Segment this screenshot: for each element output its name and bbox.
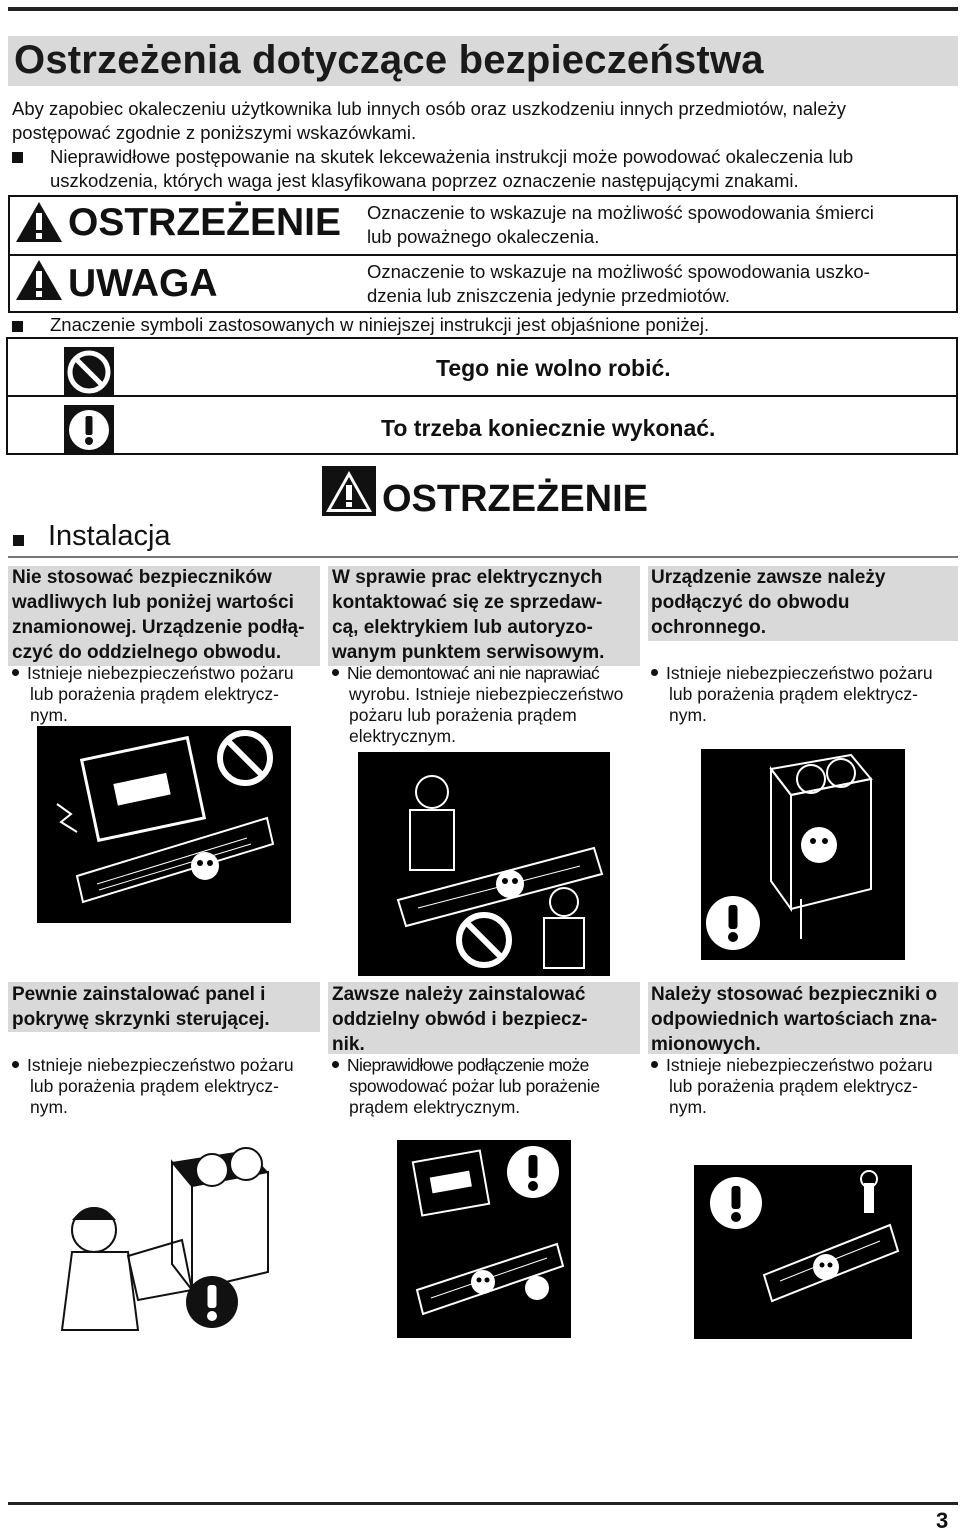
signal-label-caution: UWAGA — [68, 262, 218, 305]
bullet-text: Nieprawidłowe postępowanie na skutek lekceważenia instrukcji może powodować okaleczenia lub — [50, 146, 854, 167]
table-divider — [6, 395, 958, 397]
symbols-intro: Znaczenie symboli zastosowanych w niniejszej instrukcji jest objaśnione poniżej. — [50, 314, 710, 335]
illustration-service — [358, 752, 610, 976]
warning-triangle-icon — [322, 466, 376, 521]
item-text: Nieprawidłowe podłączenie może spowodować pożar lub porażenie prądem elektrycznym. — [332, 1055, 600, 1118]
symbol-meaning: Tego nie wolno robić. — [436, 355, 671, 381]
mandatory-action-icon — [708, 1175, 764, 1231]
item-heading: Nie stosować bezpieczników wadliwych lub poniżej wartości znamionowej. Urządzenie podłą- czyć do oddzielnego obwodu. — [12, 567, 305, 663]
section-rule — [8, 556, 958, 558]
item-heading: Urządzenie zawsze należy podłączyć do obwodu ochronnego. — [651, 567, 886, 638]
prohibition-icon — [215, 728, 275, 788]
signal-desc: Oznaczenie to wskazuje na możliwość spowodowania uszko- — [367, 261, 870, 282]
box-divider — [8, 254, 958, 256]
mandatory-action-icon — [64, 405, 114, 460]
item-text: Istnieje niebezpieczeństwo pożaru lub porażenia prądem elektrycz- nym. — [651, 663, 933, 726]
signal-desc: lub poważnego okaleczenia. — [367, 226, 600, 247]
illustration-ground — [701, 749, 905, 960]
mandatory-action-icon — [703, 893, 763, 953]
warning-heading: OSTRZEŻENIE — [382, 478, 649, 520]
prohibition-icon — [64, 347, 114, 402]
item-heading: Należy stosować bezpieczniki o odpowiednich wartościach zna- mionowych. — [651, 984, 938, 1055]
item-heading: W sprawie prac elektrycznych kontaktować się ze sprzedaw- cą, elektrykiem lub autoryzo- wanym punktem serwisowym. — [332, 567, 605, 663]
warning-triangle-icon — [14, 258, 64, 307]
bullet-text: uszkodzenia, których waga jest klasyfikowana poprzez oznaczenie następującymi znakami. — [50, 170, 799, 191]
mandatory-action-icon — [505, 1144, 561, 1200]
top-rule — [8, 7, 958, 11]
page-number: 3 — [936, 1508, 949, 1533]
illustration-circuit — [397, 1140, 571, 1338]
intro-text — [12, 97, 952, 145]
signal-desc: Oznaczenie to wskazuje na możliwość spowodowania śmierci — [367, 202, 874, 223]
bullet-square — [12, 319, 23, 337]
intro-line: postępować zgodnie z poniższymi wskazówkami. — [12, 122, 417, 143]
bottom-rule — [8, 1502, 958, 1505]
illustration-fuse-rating — [694, 1165, 912, 1339]
prohibition-icon — [454, 910, 514, 970]
item-text: Nie demontować ani nie naprawiać wyrobu. Istnieje niebezpieczeństwo pożaru lub porażenia prądem elektrycznym. — [332, 663, 623, 747]
illustration-panel — [42, 1140, 288, 1340]
page-title: Ostrzeżenia dotyczące bezpieczeństwa — [14, 38, 764, 82]
illustration-fuse — [37, 726, 291, 923]
warning-triangle-icon — [14, 200, 64, 249]
signal-label-warning: OSTRZEŻENIE — [68, 201, 342, 244]
item-text: Istnieje niebezpieczeństwo pożaru lub porażenia prądem elektrycz- nym. — [12, 1055, 294, 1118]
item-heading: Pewnie zainstalować panel i pokrywę skrzynki sterującej. — [12, 984, 270, 1030]
bullet-square — [12, 150, 23, 168]
item-text: Istnieje niebezpieczeństwo pożaru lub porażenia prądem elektrycz- nym. — [651, 1055, 933, 1118]
mandatory-action-icon — [184, 1274, 240, 1335]
intro-line: Aby zapobiec okaleczeniu użytkownika lub innych osób oraz uszkodzeniu innych przedmiotów, należy — [12, 98, 846, 119]
section-title: Instalacja — [48, 520, 171, 552]
symbol-meaning: To trzeba koniecznie wykonać. — [381, 415, 716, 441]
item-heading: Zawsze należy zainstalować oddzielny obwód i bezpiecz- nik. — [332, 984, 588, 1055]
item-text: Istnieje niebezpieczeństwo pożaru lub porażenia prądem elektrycz- nym. — [12, 663, 294, 726]
bullet-square — [13, 533, 24, 551]
signal-desc: dzenia lub zniszczenia jedynie przedmiotów. — [367, 285, 731, 306]
